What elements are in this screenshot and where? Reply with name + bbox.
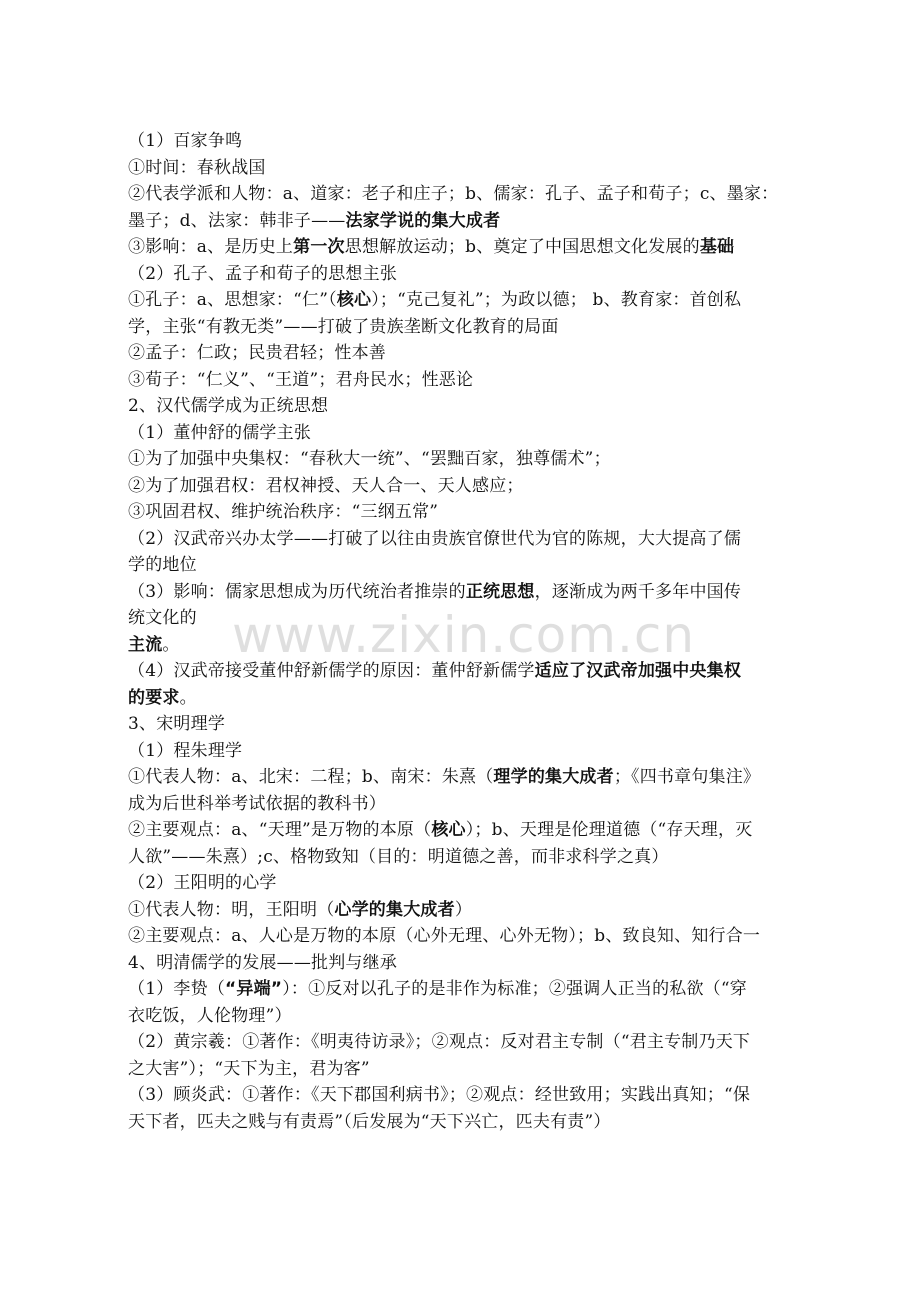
text-line (128, 817, 794, 844)
text-line (128, 393, 794, 420)
text-segment: ） (454, 899, 473, 920)
bold-text-segment: 基础 (699, 237, 735, 257)
text-segment: ②孟子：仁政；民贵君轻；性本善 (128, 343, 386, 363)
text-segment: （1）李贽（ (128, 979, 226, 999)
text-segment: （3）顾炎武：①著作：《天下郡国利病书》；②观点：经世致用；实践出真知；“保 (128, 1085, 751, 1105)
text-line (128, 155, 794, 182)
text-segment: 。 (179, 687, 197, 708)
text-line (128, 234, 794, 261)
text-segment: （1）董仲舒的儒学主张 (128, 422, 312, 443)
text-segment: 思想解放运动；b、奠定了中国思想文化发展的 (344, 237, 700, 257)
text-segment: 天下者，匹夫之贱与有责焉”（后发展为“天下兴亡，匹夫有责”） (128, 1111, 611, 1132)
text-segment: 人欲”——朱熹）;c、格物致知（目的：明道德之善，而非求科学之真） (128, 846, 669, 867)
bold-text-segment: 适应了汉武帝加强中央集权 (534, 661, 742, 681)
text-line (128, 738, 794, 765)
text-segment: 之大害”）；“天下为主，君为客” (128, 1058, 370, 1079)
text-segment: ）；“克己复礼”；为政以德； b、教育家：首创私 (371, 290, 742, 310)
bold-text-segment: 正统思想 (465, 581, 535, 602)
text-segment: ）；b、天理是伦理道德（“存天理，灭 (465, 820, 753, 840)
text-segment: ②代表学派和人物：a、道家：老子和庄子；b、儒家：孔子、孟子和荀子；c、墨家： (128, 184, 779, 204)
bold-text-segment: 法家学说的集大成者 (345, 210, 501, 231)
text-segment: 2、汉代儒学成为正统思想 (128, 396, 329, 416)
text-line (128, 1003, 794, 1030)
text-segment: （2）孔子、孟子和荀子的思想主张 (128, 263, 398, 284)
text-line (128, 1082, 794, 1109)
bold-text-segment: 心学的集大成者 (334, 899, 455, 920)
text-line (128, 314, 794, 341)
text-line (128, 976, 794, 1003)
text-segment: 衣吃饭，人伦物理”） (128, 1005, 292, 1026)
text-line (128, 923, 794, 950)
text-line (128, 870, 794, 897)
bold-text-segment: “异端” (225, 979, 283, 999)
text-line (128, 367, 794, 394)
text-segment: 4、明清儒学的发展——批判与继承 (128, 952, 398, 973)
bold-text-segment: 核心 (431, 820, 466, 840)
text-line (128, 208, 794, 235)
text-segment: （2）王阳明的心学 (128, 873, 277, 893)
text-segment: 统文化的 (128, 608, 197, 628)
text-segment: ②主要观点：a、“天理”是万物的本原（ (128, 820, 432, 840)
text-line (128, 261, 794, 288)
text-segment: ①时间：春秋战国 (128, 157, 266, 178)
text-line (128, 897, 794, 924)
text-segment: （1）百家争鸣 (128, 131, 243, 151)
text-segment: 学的地位 (128, 555, 197, 575)
text-line (128, 844, 794, 871)
bold-text-segment: 理学的集大成者 (493, 767, 614, 787)
text-line (128, 499, 794, 526)
watermark: www.zixin.com.cn (232, 606, 696, 664)
bold-text-segment: 主流 (128, 634, 163, 655)
text-line (128, 340, 794, 367)
text-line (128, 128, 794, 155)
text-segment: 墨子；d、法家：韩非子—— (128, 210, 346, 231)
text-line (128, 711, 794, 738)
text-line (128, 446, 794, 473)
bold-text-segment: 的要求 (128, 687, 180, 708)
text-line (128, 950, 794, 977)
text-line (128, 473, 794, 500)
text-segment: （1）程朱理学 (128, 740, 243, 761)
text-line (128, 791, 794, 818)
text-segment: 成为后世科举考试依据的教科书） (128, 793, 386, 814)
bold-text-segment: 核心 (336, 290, 372, 310)
text-line (128, 579, 794, 606)
text-line (128, 526, 794, 553)
text-segment: ②为了加强君权：君权神授、天人合一、天人感应； (128, 475, 524, 496)
text-segment: ①代表人物：明，王阳明（ (128, 899, 335, 920)
text-line (128, 552, 794, 579)
text-segment: 学，主张“有教无类”——打破了贵族垄断文化教育的局面 (128, 316, 559, 337)
text-segment: ）：①反对以孔子的是非作为标准；②强调人正当的私欲（“穿 (282, 979, 747, 999)
text-segment: （4）汉武帝接受董仲舒新儒学的原因：董仲舒新儒学 (128, 661, 535, 681)
text-segment: （2）黄宗羲：①著作：《明夷待访录》；②观点：反对君主专制（“君主专制乃天下 (128, 1032, 751, 1052)
text-segment: ③巩固君权、维护统治秩序：“三纲五常” (128, 502, 439, 522)
text-segment: ①代表人物：a、北宋：二程；b、南宋：朱熹（ (128, 767, 494, 787)
text-line (128, 1029, 794, 1056)
text-segment: 。 (162, 634, 180, 655)
text-segment: ②主要观点：a、人心是万物的本原（心外无理、心外无物）；b、致良知、知行合一 (128, 926, 761, 946)
text-line (128, 1056, 794, 1083)
text-segment: ；《四书章句集注》 (613, 767, 761, 787)
text-segment: （2）汉武帝兴办太学——打破了以往由贵族官僚世代为官的陈规，大大提高了儒 (128, 528, 742, 549)
bold-text-segment: 第一次 (293, 237, 345, 257)
text-line (128, 1109, 794, 1136)
text-segment: （3）影响：儒家思想成为历代统治者推崇的 (128, 581, 466, 602)
text-segment: ①为了加强中央集权：“春秋大一统”、“罢黜百家，独尊儒术”； (128, 449, 611, 469)
text-segment: ③荀子：“仁义”、“王道”；君舟民水；性恶论 (128, 369, 474, 390)
text-segment: ，逐渐成为两千多年中国传 (534, 581, 742, 602)
text-line (128, 181, 794, 208)
text-line (128, 420, 794, 447)
text-line (128, 764, 794, 791)
text-line (128, 685, 794, 712)
text-segment: ①孔子：a、思想家：“仁”（ (128, 290, 337, 310)
text-segment: 3、宋明理学 (128, 714, 226, 734)
text-segment: ③影响：a、是历史上 (128, 237, 294, 257)
text-line (128, 287, 794, 314)
